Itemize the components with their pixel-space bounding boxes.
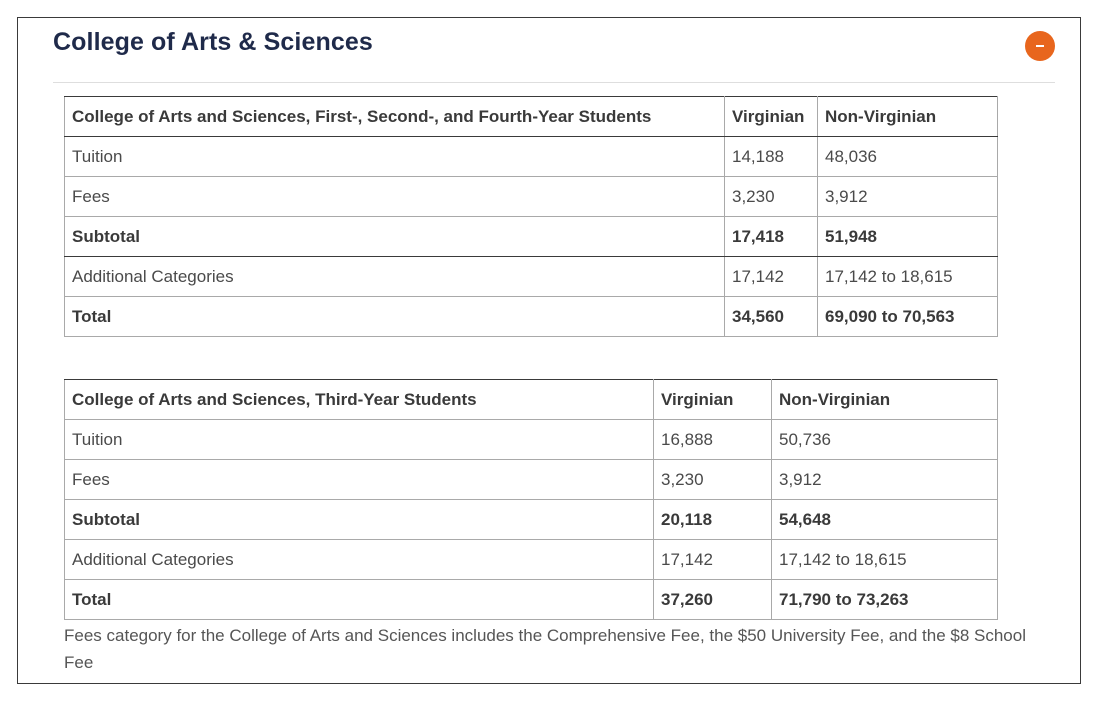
virginian-value: 37,260 (654, 580, 772, 620)
table-row (65, 460, 998, 500)
non-virginian-value: 17,142 to 18,615 (818, 257, 998, 297)
virginian-value: 3,230 (725, 177, 818, 217)
table-row (65, 137, 998, 177)
table-header-row (65, 380, 998, 420)
table-header-row (65, 97, 998, 137)
column-header-category: College of Arts and Sciences, First-, Second-, and Fourth-Year Students (65, 97, 725, 137)
row-label: Tuition (65, 137, 725, 177)
collapse-button[interactable] (1025, 31, 1055, 61)
row-label: Tuition (65, 420, 654, 460)
non-virginian-value: 48,036 (818, 137, 998, 177)
row-label: Fees (65, 177, 725, 217)
table-row (65, 540, 998, 580)
virginian-value: 17,142 (725, 257, 818, 297)
row-label: Total (65, 297, 725, 337)
virginian-value: 34,560 (725, 297, 818, 337)
column-header-non-virginian: Non-Virginian (818, 97, 998, 137)
section-title: College of Arts & Sciences (53, 28, 373, 56)
minus-icon (1036, 45, 1044, 47)
non-virginian-value: 3,912 (772, 460, 998, 500)
fees-table-third-year (64, 379, 998, 620)
row-label: Fees (65, 460, 654, 500)
column-header-non-virginian: Non-Virginian (772, 380, 998, 420)
table-row-total (65, 580, 998, 620)
column-header-virginian: Virginian (725, 97, 818, 137)
column-header-virginian: Virginian (654, 380, 772, 420)
table-row-total (65, 297, 998, 337)
virginian-value: 17,418 (725, 217, 818, 257)
table-row (65, 257, 998, 297)
virginian-value: 16,888 (654, 420, 772, 460)
row-label: Total (65, 580, 654, 620)
accordion-header[interactable] (53, 18, 1055, 83)
table-row-subtotal (65, 217, 998, 257)
virginian-value: 3,230 (654, 460, 772, 500)
non-virginian-value: 71,790 to 73,263 (772, 580, 998, 620)
footnote: Fees category for the College of Arts and Sciences includes the Comprehensive Fee, the $50 University Fee, and the $8 School Fee (64, 626, 1026, 672)
non-virginian-value: 17,142 to 18,615 (772, 540, 998, 580)
accordion-panel (17, 17, 1081, 684)
fees-table-first-second-fourth-year (64, 96, 998, 337)
row-label: Subtotal (65, 500, 654, 540)
virginian-value: 14,188 (725, 137, 818, 177)
non-virginian-value: 51,948 (818, 217, 998, 257)
row-label: Additional Categories (65, 540, 654, 580)
non-virginian-value: 54,648 (772, 500, 998, 540)
non-virginian-value: 69,090 to 70,563 (818, 297, 998, 337)
table-row (65, 177, 998, 217)
column-header-category: College of Arts and Sciences, Third-Year Students (65, 380, 654, 420)
table-row-subtotal (65, 500, 998, 540)
non-virginian-value: 50,736 (772, 420, 998, 460)
virginian-value: 17,142 (654, 540, 772, 580)
non-virginian-value: 3,912 (818, 177, 998, 217)
row-label: Additional Categories (65, 257, 725, 297)
row-label: Subtotal (65, 217, 725, 257)
table-row (65, 420, 998, 460)
virginian-value: 20,118 (654, 500, 772, 540)
